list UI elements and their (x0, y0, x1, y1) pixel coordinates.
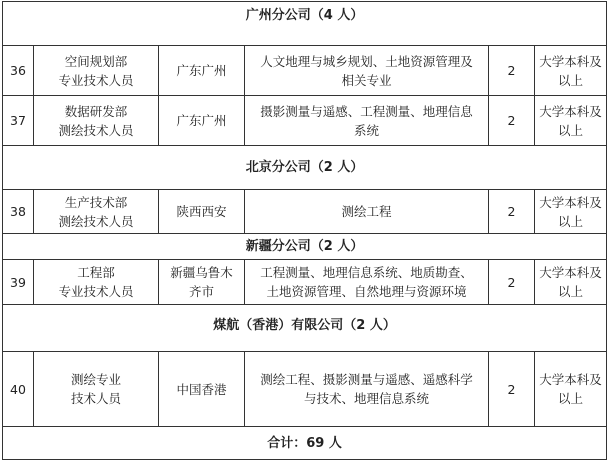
role-name: 专业技术人员 (58, 284, 134, 299)
headcount: 2 (489, 46, 535, 96)
table-row (3, 46, 607, 96)
role-name: 测绘技术人员 (58, 213, 134, 229)
section-title: 北京分公司（2 人） (3, 146, 607, 190)
major-line: 相关专业 (341, 72, 392, 88)
education-line: 大学本科及 (539, 372, 602, 387)
table-row (3, 190, 607, 234)
department-name: 工程部 (77, 265, 115, 280)
table-row (3, 260, 607, 305)
role-name: 测绘技术人员 (58, 122, 134, 138)
headcount: 2 (489, 260, 535, 305)
work-location: 广东广州 (159, 96, 245, 146)
education-cell (535, 96, 607, 146)
section-title: 新疆分公司（2 人） (3, 234, 607, 260)
work-location-cell (159, 260, 245, 305)
position-cell (34, 260, 159, 305)
major-cell (245, 96, 489, 146)
education-line: 以上 (558, 391, 584, 406)
major-cell: 测绘工程 (245, 190, 489, 234)
major-line: 工程测量、地理信息系统、地质勘查、 (260, 265, 473, 280)
major-line: 与技术、地理信息系统 (303, 391, 429, 406)
position-cell (34, 352, 159, 427)
education-line: 大学本科及 (539, 194, 602, 210)
education-line: 以上 (558, 122, 584, 138)
position-cell (34, 96, 159, 146)
role-name: 技术人员 (70, 391, 121, 406)
section-title: 煤航（香港）有限公司（2 人） (3, 305, 607, 352)
department-name: 数据研发部 (64, 103, 128, 119)
major-line: 土地资源管理、自然地理与资源环境 (266, 284, 467, 299)
education-line: 大学本科及 (539, 103, 602, 119)
role-name: 专业技术人员 (58, 72, 134, 88)
section-header-row (3, 2, 607, 46)
major-cell (245, 46, 489, 96)
section-header-row (3, 305, 607, 352)
table-row (3, 96, 607, 146)
location-line: 齐市 (188, 284, 214, 299)
major-line: 摄影测量与遥感、工程测量、地理信息 (260, 103, 473, 119)
education-cell (535, 352, 607, 427)
education-line: 以上 (558, 213, 584, 229)
position-cell (34, 46, 159, 96)
major-line: 人文地理与城乡规划、土地资源管理及 (260, 53, 473, 69)
department-name: 空间规划部 (64, 53, 128, 69)
row-number: 38 (3, 190, 34, 234)
location-line: 新疆乌鲁木 (170, 265, 233, 280)
department-name: 测绘专业 (70, 372, 121, 387)
recruitment-table (2, 1, 607, 460)
education-line: 大学本科及 (539, 265, 602, 280)
headcount: 2 (489, 96, 535, 146)
position-cell (34, 190, 159, 234)
section-header-row (3, 234, 607, 260)
department-name: 生产技术部 (64, 194, 128, 210)
work-location: 陕西西安 (159, 190, 245, 234)
total-row (3, 427, 607, 460)
education-line: 以上 (558, 72, 584, 88)
major-line: 系统 (353, 122, 379, 138)
row-number: 39 (3, 260, 34, 305)
work-location: 中国香港 (159, 352, 245, 427)
education-cell (535, 260, 607, 305)
education-cell (535, 190, 607, 234)
major-cell (245, 352, 489, 427)
major-line: 测绘工程、摄影测量与遥感、遥感科学 (260, 372, 473, 387)
education-line: 以上 (558, 284, 584, 299)
row-number: 37 (3, 96, 34, 146)
row-number: 40 (3, 352, 34, 427)
total-label: 合计：69 人 (3, 427, 607, 460)
work-location: 广东广州 (159, 46, 245, 96)
section-header-row (3, 146, 607, 190)
headcount: 2 (489, 190, 535, 234)
section-title: 广州分公司（4 人） (3, 2, 607, 46)
row-number: 36 (3, 46, 34, 96)
table-row (3, 352, 607, 427)
education-cell (535, 46, 607, 96)
major-cell (245, 260, 489, 305)
education-line: 大学本科及 (539, 53, 602, 69)
headcount: 2 (489, 352, 535, 427)
